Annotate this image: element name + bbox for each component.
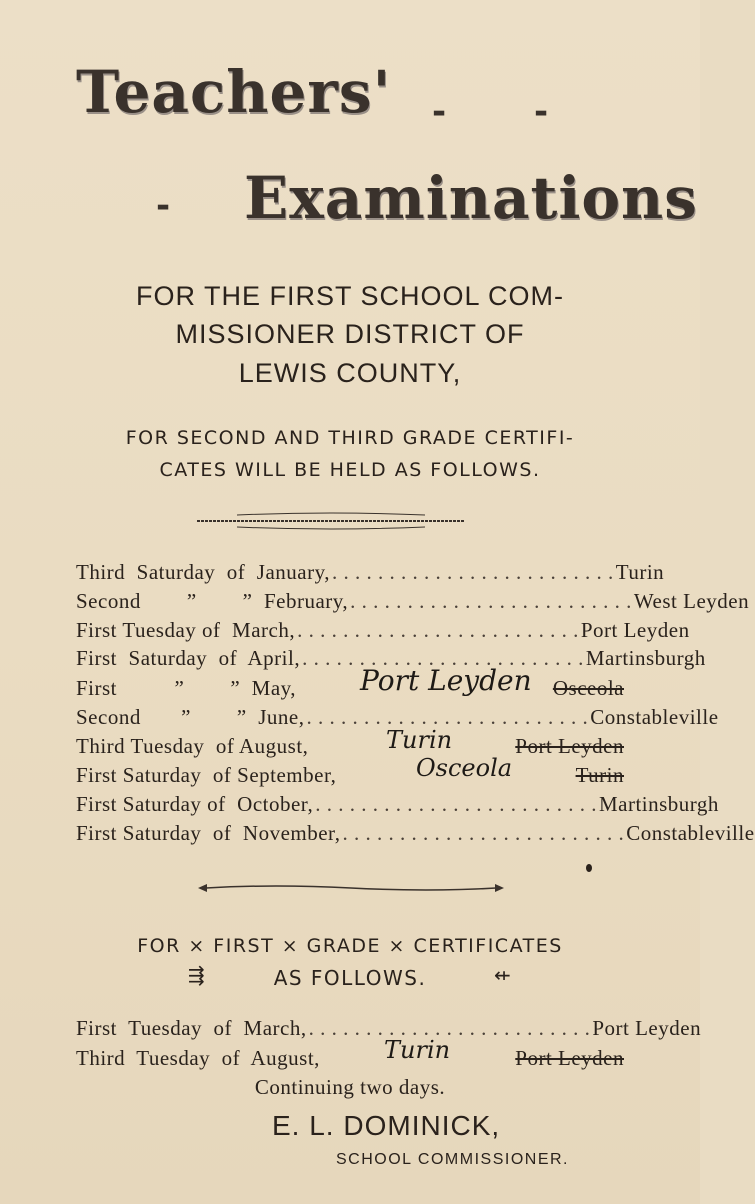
- schedule-date: Third Tuesday of August,: [76, 734, 309, 758]
- schedule-date: First Saturday of September,: [76, 763, 337, 787]
- schedule-place: Constableville: [626, 821, 755, 845]
- leader-dots: . . . . . . . . . . . . . . . . . . . . . . . . .: [342, 821, 625, 845]
- handwritten-correction: Turin: [386, 726, 453, 754]
- schedule-date: Second ” ” June,: [76, 705, 305, 729]
- continuing-note: Continuing two days.: [254, 1075, 446, 1099]
- title-dash-2: -: [534, 92, 549, 132]
- title-dash-1: -: [432, 92, 447, 132]
- leader-dots: . . . . . . . . . . . . . . . . . . . . . . . . .: [302, 646, 584, 670]
- first-grade-row: [76, 1016, 702, 1045]
- schedule-date: First Saturday of November,: [76, 821, 341, 845]
- district-line-3: LEWIS COUNTY,: [238, 358, 462, 388]
- leader-dots: . . . . . . . . . . . . . . . . . . . . . . . . .: [350, 589, 632, 613]
- schedule-date: Third Tuesday of August,: [76, 1046, 320, 1070]
- schedule-date: First Tuesday of March,: [76, 1016, 307, 1040]
- schedule-place: Martinsburgh: [585, 646, 706, 670]
- first-grade-heading-line-2: AS FOLLOWS.: [273, 966, 427, 990]
- schedule-row: [76, 589, 750, 618]
- handwritten-correction: Osceola: [416, 754, 513, 782]
- schedule-row: [76, 734, 624, 763]
- leader-dots: . . . . . . . . . . . . . . . . . . . . . . . . .: [306, 705, 589, 729]
- second-third-heading-line-1: FOR SECOND AND THIRD GRADE CERTIFI-: [125, 427, 575, 449]
- handwritten-correction: Port Leyden: [360, 664, 532, 697]
- schedule-place-struck: Port Leyden: [515, 734, 624, 758]
- schedule-place: Port Leyden: [592, 1016, 702, 1040]
- arrow-right-icon: ⇶: [188, 963, 205, 987]
- leader-dots: . . . . . . . . . . . . . . . . . . . . . . . . .: [297, 618, 579, 642]
- schedule-place: Martinsburgh: [598, 792, 719, 816]
- schedule-date: Third Saturday of January,: [76, 560, 330, 584]
- signature-name: E. L. DOMINICK,: [272, 1110, 501, 1141]
- schedule-row: [76, 705, 719, 734]
- first-grade-row: [76, 1046, 624, 1075]
- title-line-2: Examinations: [244, 164, 698, 232]
- schedule-place: Port Leyden: [580, 618, 690, 642]
- schedule-place-struck: Osceola: [552, 676, 624, 700]
- schedule-row: [76, 821, 755, 850]
- leader-dots: . . . . . . . . . . . . . . . . . . . . . . . . .: [315, 792, 597, 816]
- handwritten-correction: Turin: [384, 1036, 451, 1064]
- schedule-row: [76, 646, 706, 675]
- schedule-date: First ” ” May,: [76, 676, 297, 700]
- schedule-place: West Leyden: [633, 589, 750, 613]
- schedule-date: First Saturday of April,: [76, 646, 301, 670]
- second-third-heading-line-2: CATES WILL BE HELD AS FOLLOWS.: [159, 459, 541, 481]
- district-line-2: MISSIONER DISTRICT OF: [175, 319, 525, 349]
- arrow-rule: [198, 880, 504, 896]
- leader-dots: . . . . . . . . . . . . . . . . . . . . . . . . .: [308, 1016, 591, 1040]
- schedule-row: [76, 792, 719, 821]
- schedule-date: First Saturday of October,: [76, 792, 314, 816]
- schedule-row: [76, 763, 624, 792]
- ink-spot: [586, 864, 592, 872]
- schedule-row: [76, 676, 624, 705]
- schedule-row: [76, 560, 665, 589]
- ornamental-rule: [197, 510, 465, 532]
- schedule-place: Constableville: [590, 705, 719, 729]
- schedule-row: [76, 618, 690, 647]
- schedule-place-struck: Port Leyden: [515, 1046, 624, 1070]
- title-dash-3: -: [156, 186, 171, 226]
- arrow-left-icon: ⇷: [494, 963, 511, 987]
- signature-title: SCHOOL COMMISSIONER.: [336, 1151, 569, 1168]
- district-line-1: FOR THE FIRST SCHOOL COM-: [135, 281, 565, 311]
- title-line-1: Teachers': [76, 58, 392, 126]
- schedule-place: Turin: [615, 560, 665, 584]
- first-grade-heading-line-1: FOR × FIRST × GRADE × CERTIFICATES: [137, 935, 563, 957]
- schedule-place-struck: Turin: [575, 763, 624, 787]
- schedule-date: Second ” ” February,: [76, 589, 349, 613]
- schedule-date: First Tuesday of March,: [76, 618, 296, 642]
- leader-dots: . . . . . . . . . . . . . . . . . . . . . . . . .: [332, 560, 614, 584]
